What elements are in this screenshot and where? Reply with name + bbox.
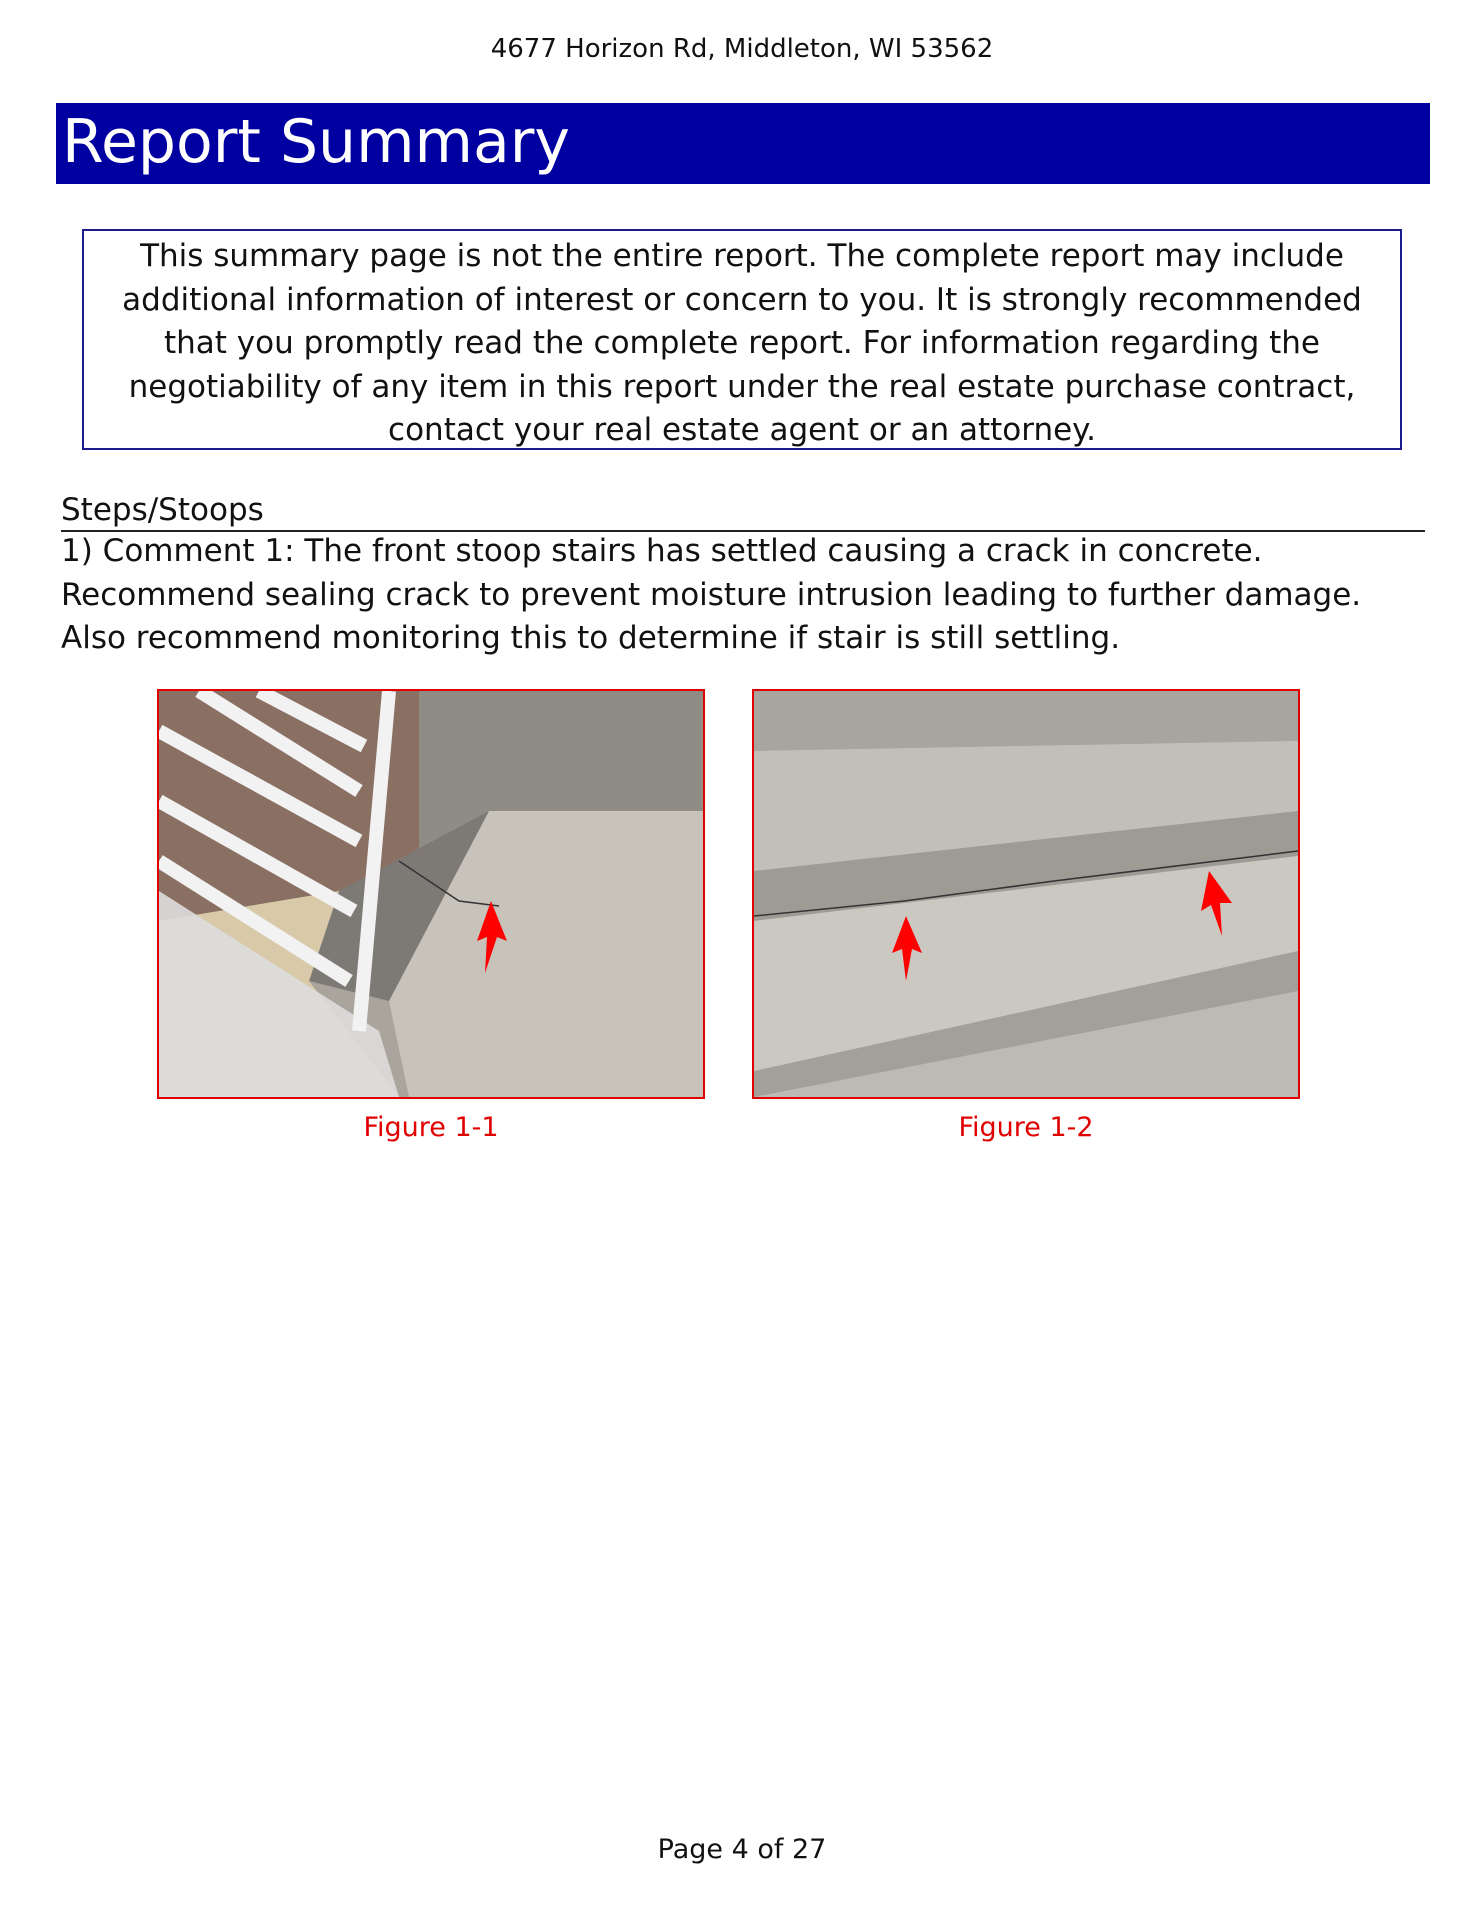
section-heading: Steps/Stoops xyxy=(61,490,1425,532)
figure-1-1-caption: Figure 1-1 xyxy=(363,1112,499,1143)
figure-1-1-photo[interactable] xyxy=(157,689,705,1099)
figure-1-2-photo[interactable] xyxy=(752,689,1300,1099)
summary-notice: This summary page is not the entire report. The complete report may include additional information of interest or concern to you. It is strongly recommended that you promptly read the complete report. For information regarding the negotiability of any item in this report under the real estate purchase contract, contact your real estate agent or an attorney. xyxy=(82,229,1402,450)
comment-text: 1) Comment 1: The front stoop stairs has settled causing a crack in concrete. Recommend sealing crack to prevent moisture intrusion leading to further damage. Also recommend monitoring this to determine if stair is still settling. xyxy=(61,533,1362,656)
page-title: Report Summary xyxy=(56,103,1430,184)
page-number: Page 4 of 27 xyxy=(657,1834,827,1865)
figure-1-2-caption: Figure 1-2 xyxy=(958,1112,1094,1143)
property-address: 4677 Horizon Rd, Middleton, WI 53562 xyxy=(490,34,994,64)
